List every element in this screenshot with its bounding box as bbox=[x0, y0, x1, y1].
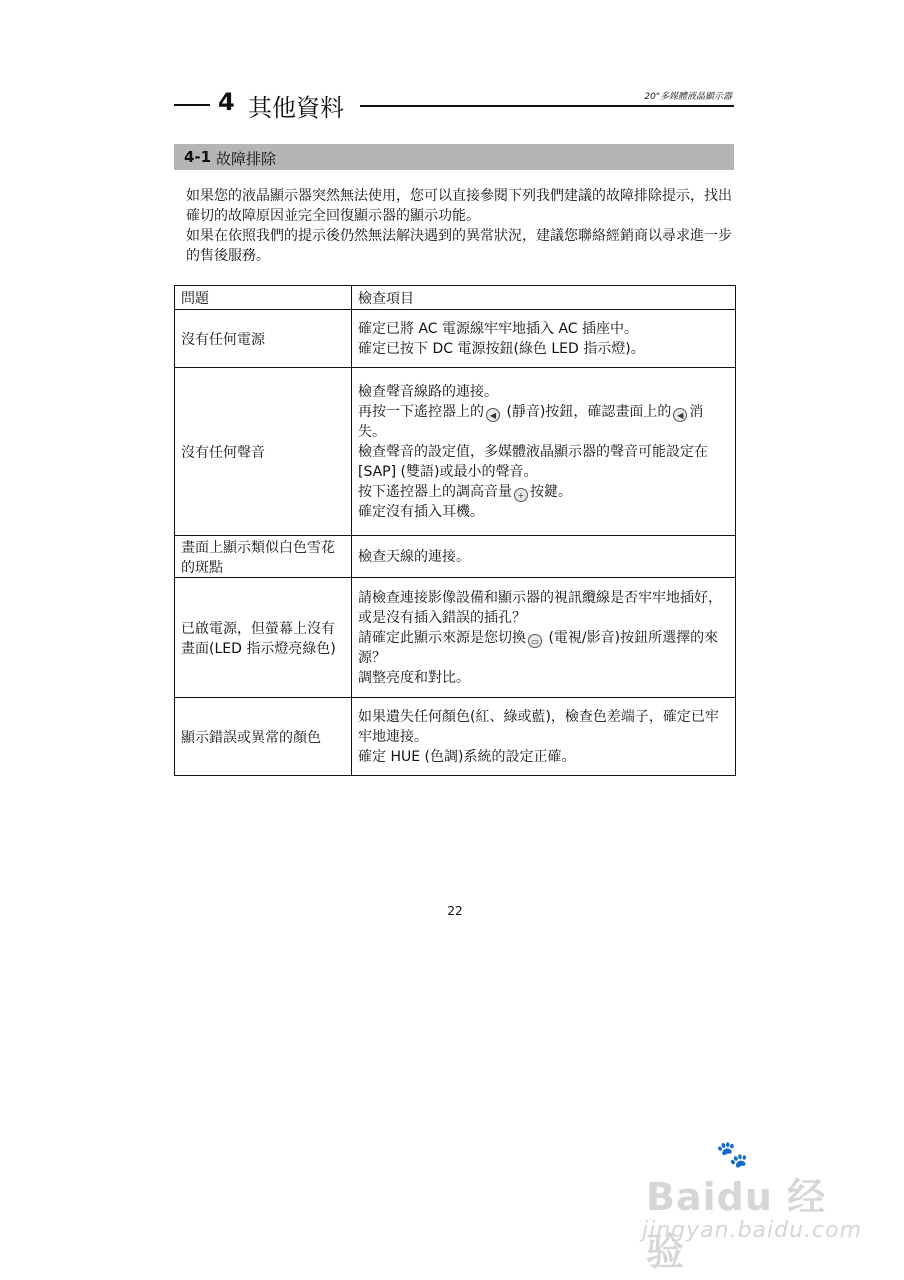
check-line bbox=[358, 482, 729, 502]
product-name: 20"多媒體液晶顯示器 bbox=[644, 92, 732, 102]
table-row bbox=[175, 368, 736, 536]
check-line: 調整亮度和對比。 bbox=[358, 669, 470, 686]
header-check-items: 檢查項目 bbox=[352, 286, 736, 310]
table-row bbox=[175, 536, 736, 578]
paw-icon: 🐾 bbox=[716, 1140, 749, 1170]
intro-paragraph-1: 如果您的液晶顯示器突然無法使用，您可以直接參閱下列我們建議的故障排除提示，找出確切的故障原因並完全回復顯示器的顯示功能。 bbox=[186, 188, 732, 224]
check-line: 檢查聲音的設定值，多媒體液晶顯示器的聲音可能設定在[SAP] (雙語)或最小的聲音。 bbox=[358, 443, 708, 480]
section-bar bbox=[174, 144, 734, 170]
tv-av-icon: ▭ bbox=[528, 634, 542, 648]
watermark bbox=[640, 1140, 863, 1274]
problem-cell: 畫面上顯示類似白色雪花的斑點 bbox=[175, 536, 352, 578]
watermark-logo: Baidu 经验 bbox=[646, 1175, 827, 1274]
chapter-header bbox=[174, 86, 734, 122]
check-line: 檢查天線的連接。 bbox=[358, 548, 470, 565]
watermark-url: jingyan.baidu.com bbox=[642, 1218, 863, 1243]
mute-icon: ◀ bbox=[486, 408, 500, 422]
intro-paragraph-2: 如果在依照我們的提示後仍然無法解決遇到的異常狀況，建議您聯絡經銷商以尋求進一步的售後服務。 bbox=[186, 228, 732, 264]
check-line bbox=[358, 628, 729, 668]
check-line: 請檢查連接影像設備和顯示器的視訊纜線是否牢牢地插好，或是沒有插入錯誤的插孔？ bbox=[358, 589, 722, 626]
check-cell bbox=[352, 368, 736, 536]
check-text: 消失。 bbox=[358, 403, 704, 440]
table-row bbox=[175, 578, 736, 698]
check-line: 檢查聲音線路的連接。 bbox=[358, 383, 498, 400]
section-title: 故障排除 bbox=[216, 150, 277, 168]
table-row bbox=[175, 698, 736, 776]
check-cell bbox=[352, 536, 736, 578]
check-text: 按鍵。 bbox=[530, 483, 572, 500]
header-dash bbox=[174, 104, 210, 106]
check-text: 按下遙控器上的調高音量 bbox=[358, 483, 512, 500]
check-text: 請確定此顯示來源是您切換 bbox=[358, 629, 526, 646]
page-number: 22 bbox=[447, 904, 463, 918]
check-text: (電視/影音)按鈕所選擇的來源？ bbox=[358, 629, 719, 666]
section-number: 4-1 bbox=[184, 148, 212, 166]
check-text: (靜音)按鈕，確認畫面上的 bbox=[502, 403, 672, 420]
check-line bbox=[358, 402, 729, 442]
intro-text bbox=[186, 186, 734, 266]
header-problem: 問題 bbox=[175, 286, 352, 310]
check-text: 再按一下遙控器上的 bbox=[358, 403, 484, 420]
problem-cell: 沒有任何電源 bbox=[175, 310, 352, 368]
volume-up-icon: + bbox=[514, 488, 528, 502]
problem-cell: 沒有任何聲音 bbox=[175, 368, 352, 536]
chapter-title: 其他資料 bbox=[248, 94, 344, 122]
table-header-row bbox=[175, 286, 736, 310]
troubleshooting-table bbox=[174, 285, 736, 776]
header-rule bbox=[360, 105, 734, 107]
check-line: 確定已按下 DC 電源按鈕(綠色 LED 指示燈)。 bbox=[358, 340, 645, 357]
check-line: 確定沒有插入耳機。 bbox=[358, 503, 484, 520]
check-cell bbox=[352, 310, 736, 368]
check-cell bbox=[352, 578, 736, 698]
check-line: 確定 HUE (色調)系統的設定正確。 bbox=[358, 748, 576, 765]
check-cell bbox=[352, 698, 736, 776]
problem-cell: 已啟電源，但螢幕上沒有畫面(LED 指示燈亮綠色) bbox=[175, 578, 352, 698]
check-line: 如果遺失任何顏色(紅、綠或藍)，檢查色差端子，確定已牢牢地連接。 bbox=[358, 708, 719, 745]
chapter-number: 4 bbox=[218, 88, 235, 116]
table-row bbox=[175, 310, 736, 368]
mute-icon: ◀ bbox=[673, 408, 687, 422]
check-line: 確定已將 AC 電源線牢牢地插入 AC 插座中。 bbox=[358, 320, 639, 337]
problem-cell: 顯示錯誤或異常的顏色 bbox=[175, 698, 352, 776]
